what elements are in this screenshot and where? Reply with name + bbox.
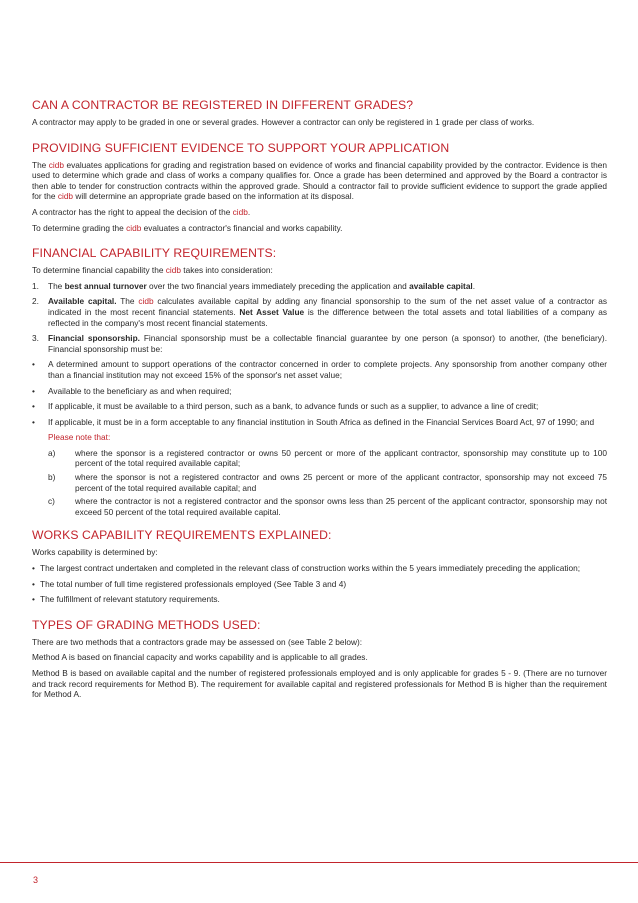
list-item-financial-sponsorship: 3. Financial sponsorship. Financial sponsorship must be a collectable financial guarantee by one person (a sponsor) to another, (the beneficiary). Financial sponsorship must be: — [32, 333, 607, 354]
cidb-term: cidb — [232, 206, 248, 217]
list-item: b) where the sponsor is not a registered contractor and owns 25 percent or more of the applicant contractor, sponsorship may not exceed 75 percent of the total required available capital; and — [48, 472, 607, 493]
heading-financial-capability: FINANCIAL CAPABILITY REQUIREMENTS: — [32, 246, 277, 261]
heading-sufficient-evidence: PROVIDING SUFFICIENT EVIDENCE TO SUPPORT YOUR APPLICATION — [32, 140, 450, 155]
list-item: c) where the contractor is not a registered contractor and the sponsor owns less than 25 percent of the applicant contractor, sponsorship may not exceed 50 percent of the total required available capital. — [48, 496, 607, 517]
paragraph-method-a: Method A is based on financial capacity and works capability and is applicable to all grades. — [32, 652, 368, 663]
page-number: 3 — [33, 875, 39, 885]
list-item-turnover: 1. The best annual turnover over the two financial years immediately preceding the application and available capital. — [32, 280, 476, 291]
list-item: • The total number of full time registered professionals employed (See Table 3 and 4) — [32, 578, 347, 589]
paragraph-methods-intro: There are two methods that a contractors grade may be assessed on (see Table 2 below): — [32, 636, 363, 647]
list-item: • A determined amount to support operations of the contractor concerned in order to complete projects. Any sponsorship from another company other than a financial institution may not exceed 15% of the sponsor's net asset value; — [32, 359, 607, 380]
list-item: • Available to the beneficiary as and when required; — [32, 385, 232, 396]
list-item: • The largest contract undertaken and completed in the relevant class of construction works within the 5 years immediately preceding the application; — [32, 563, 581, 574]
please-note-label: Please note that: — [48, 432, 111, 443]
document-body — [32, 98, 607, 705]
footer-divider — [0, 862, 638, 863]
paragraph-method-b: Method B is based on available capital and the number of registered professionals employed and is only applicable for grades 5 - 9. (There are no turnover and track record requirements for Method B). The requirement for available capital and registered professionals for Method B is higher than the requirement for Method A. — [32, 668, 607, 700]
cidb-term: cidb — [48, 159, 64, 170]
cidb-term: cidb — [57, 191, 74, 202]
list-item: a) where the sponsor is a registered contractor or owns 50 percent or more of the applicant contractor, sponsorship may constitute up to 100 percent of the total required available capital; — [48, 447, 607, 469]
heading-works-capability: WORKS CAPABILITY REQUIREMENTS EXPLAINED: — [32, 528, 332, 543]
paragraph-works-intro: Works capability is determined by: — [32, 547, 158, 558]
paragraph-different-grades: A contractor may apply to be graded in one or several grades. However a contractor can only be registered in 1 grade per class of works. — [32, 117, 535, 127]
paragraph-appeal: A contractor has the right to appeal the decision of the cidb. — [32, 206, 251, 217]
heading-different-grades: CAN A CONTRACTOR BE REGISTERED IN DIFFERENT GRADES? — [32, 98, 414, 112]
heading-grading-methods: TYPES OF GRADING METHODS USED: — [32, 617, 261, 632]
list-item-available-capital: 2. Available capital. The cidb calculates available capital by adding any financial sponsorship to the sum of the net asset value of a contractor as indicated in the most recent financial statements. Net Asset Value is the difference between the total assets and total liabilities of a company as reflected in the company's most recent financial statements. — [32, 296, 607, 328]
list-item: • If applicable, it must be available to a third person, such as a bank, to advance funds or such as a supplier, to advance a line of credit; — [32, 401, 539, 412]
paragraph-determine-grading: To determine grading the cidb evaluates a contractor's financial and works capability. — [32, 222, 343, 233]
cidb-term: cidb — [165, 265, 181, 276]
paragraph-evidence: The cidb evaluates applications for grading and registration based on evidence of works and financial capability provided by the contractor. Evidence is then used to determine which grade and class of works a company qualifies for. Once a grade has been determined and approved by the Board a contractor is then able to tender for construction contracts within the approved grade. Should a contractor fail to provide sufficient evidence to support the grade applied for the cidb will determine an appropriate grade based on the information at its disposal. — [32, 159, 607, 202]
cidb-term: cidb — [138, 296, 154, 307]
paragraph-financial-intro: To determine financial capability the cidb takes into consideration: — [32, 265, 273, 276]
list-item: • If applicable, it must be in a form acceptable to any financial institution in South Africa as defined in the Financial Services Board Act, 97 of 1990; and — [32, 416, 595, 427]
cidb-term: cidb — [126, 222, 142, 233]
list-item: • The fulfillment of relevant statutory requirements. — [32, 594, 220, 605]
